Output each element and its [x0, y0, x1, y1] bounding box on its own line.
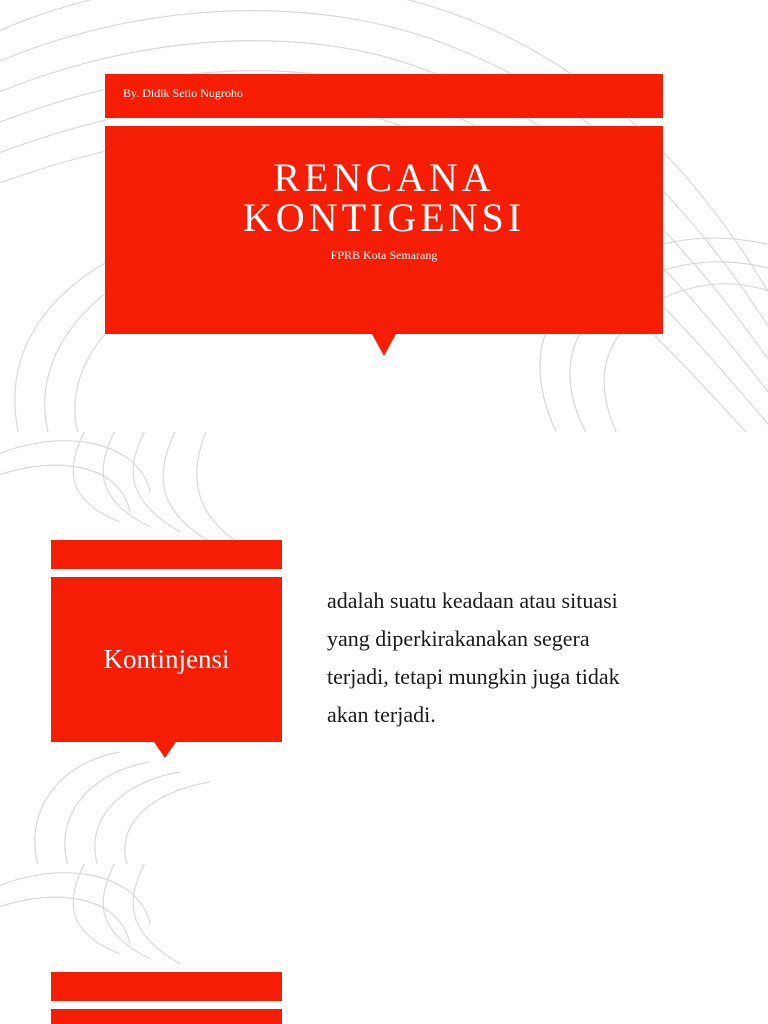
subtitle: FPRB Kota Semarang: [330, 248, 438, 262]
definition-text: [327, 582, 707, 734]
term-box: [51, 577, 282, 742]
term-box: [51, 1009, 282, 1024]
slide-title: [0, 0, 768, 432]
definition-line: adalah suatu keadaan atau situasi: [327, 588, 618, 613]
callout-pointer: [154, 742, 176, 758]
definition-line: yang diperkirakanakan segera: [327, 626, 590, 651]
title-line-2: KONTIGENSI: [242, 195, 526, 240]
callout-pointer: [372, 334, 396, 356]
definition-line: terjadi, tetapi mungkin juga tidak: [327, 664, 620, 689]
title-line-1: RENCANA: [273, 155, 495, 200]
author-text: By. Didik Setio Nugroho: [123, 86, 243, 100]
slide-definition: [0, 432, 768, 864]
slide-partial: [0, 864, 768, 1024]
title-box: [105, 126, 663, 334]
term-top-bar: [51, 540, 282, 569]
term-top-bar: [51, 972, 282, 1001]
author-bar: [105, 74, 663, 118]
definition-line: akan terjadi.: [327, 702, 436, 727]
term-label: Kontinjensi: [103, 644, 230, 674]
